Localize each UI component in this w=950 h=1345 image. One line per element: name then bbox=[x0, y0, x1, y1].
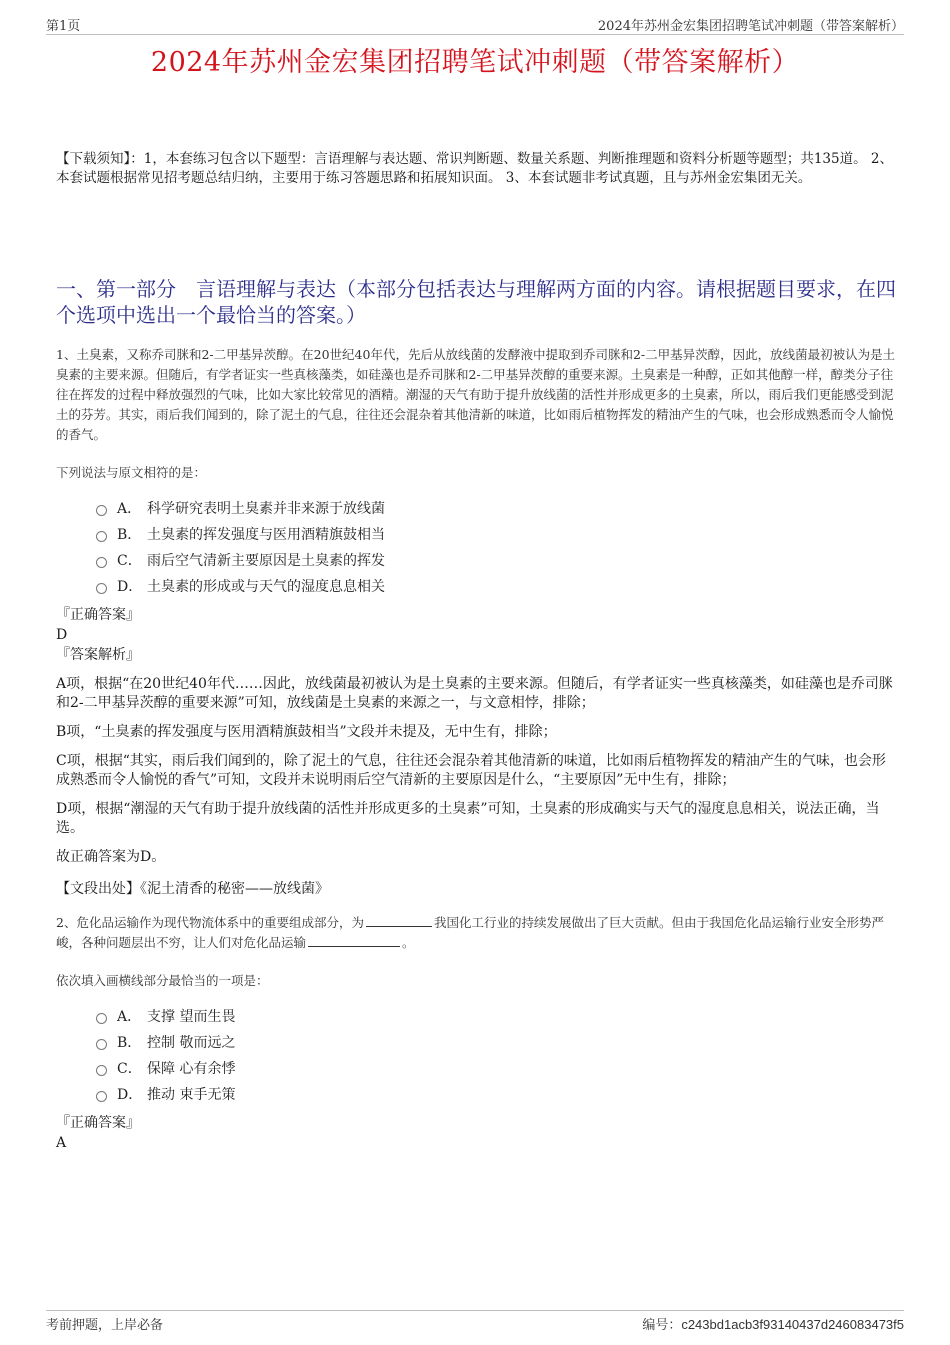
correct-answer-value: A bbox=[56, 1135, 67, 1151]
question-1-option-b[interactable] bbox=[96, 521, 898, 547]
footer-code-value: c243bd1acb3f93140437d246083473f5 bbox=[681, 1317, 904, 1332]
analysis-label: 『答案解析』 bbox=[56, 647, 140, 663]
question-2-text-part2: 我国化工行业的持续发展做出了巨大贡献。但由于我国危化品运输行业安全形势严峻，各种问题层出不穷，让人们对危化品运输 bbox=[56, 915, 884, 950]
footer-code bbox=[642, 1314, 904, 1333]
option-text: 支撑 望而生畏 bbox=[147, 1009, 236, 1025]
footer-code-label: 编号： bbox=[642, 1318, 682, 1333]
option-letter: A． bbox=[117, 1009, 142, 1025]
radio-icon[interactable] bbox=[96, 1091, 107, 1102]
question-1-options bbox=[96, 495, 898, 599]
option-text: 推动 束手无策 bbox=[147, 1087, 236, 1103]
analysis-paragraph-b: B项，“土臭素的挥发强度与医用酒精旗鼓相当”文段并未提及，无中生有，排除； bbox=[56, 724, 557, 740]
option-letter: B． bbox=[117, 1035, 142, 1051]
correct-answer-value: D bbox=[56, 627, 68, 643]
question-2-text-part1: 2、危化品运输作为现代物流体系中的重要组成部分，为 bbox=[56, 915, 364, 930]
option-text: 控制 敬而远之 bbox=[147, 1035, 236, 1051]
analysis-paragraph-d: D项，根据“潮湿的天气有助于提升放线菌的活性并形成更多的土臭素”可知，土臭素的形成确实与天气的湿度息息相关，说法正确，当选。 bbox=[56, 801, 880, 836]
passage-source: 【文段出处】《泥土清香的秘密——放线菌》 bbox=[56, 881, 329, 897]
analysis-paragraph-c: C项，根据“其实，雨后我们闻到的，除了泥土的气息，往往还会混杂着其他清新的味道，比如雨后植物挥发的精油产生的气味，也会形成熟悉而令人愉悦的香气”可知，文段并未说明雨后空气清新的主要原因是什么，“主要原因”无中生有，排除； bbox=[56, 753, 886, 788]
correct-answer-label: 『正确答案』 bbox=[56, 1115, 140, 1131]
option-text: 保障 心有余悸 bbox=[147, 1061, 236, 1077]
document-title: 2024年苏州金宏集团招聘笔试冲刺题（带答案解析） bbox=[150, 47, 800, 78]
radio-icon[interactable] bbox=[96, 505, 107, 516]
header-doc-title: 2024年苏州金宏集团招聘笔试冲刺题（带答案解析） bbox=[597, 18, 904, 34]
option-letter: C． bbox=[117, 553, 142, 569]
correct-answer-label: 『正确答案』 bbox=[56, 607, 140, 623]
question-content bbox=[56, 345, 898, 1153]
question-1-text: 1、土臭素，又称乔司脒和2-二甲基异茨醇。在20世纪40年代，先后从放线菌的发酵液中提取到乔司脒和2-二甲基异茨醇，因此，放线菌最初被认为是土臭素的主要来源。但随后，有学者证实一些真核藻类，如硅藻也是乔司脒和2-二甲基异茨醇的重要来源。土臭素是一种醇，正如其他醇一样，醇类分子往往在挥发的过程中释放强烈的气味，比如大家比较常见的酒精。潮湿的天气有助于提升放线菌的活性并形成更多的土臭素，所以，雨后我们更能感受到泥土的芬芳。其实，雨后我们闻到的，除了泥土的气息，往往还会混杂着其他清新的味道，比如雨后植物挥发的精油产生的气味，也会形成熟悉而令人愉悦的香气。 bbox=[56, 347, 896, 442]
question-2-options bbox=[96, 1003, 898, 1107]
radio-icon[interactable] bbox=[96, 1065, 107, 1076]
fill-blank-2 bbox=[308, 934, 400, 947]
page-footer bbox=[46, 1310, 904, 1333]
question-1-option-d[interactable] bbox=[96, 573, 898, 599]
option-text: 科学研究表明土臭素并非来源于放线菌 bbox=[147, 501, 385, 517]
radio-icon[interactable] bbox=[96, 1013, 107, 1024]
option-letter: C． bbox=[117, 1061, 142, 1077]
section-heading: 一、第一部分 言语理解与表达（本部分包括表达与理解两方面的内容。请根据题目要求，在四个选项中选出一个最恰当的答案。） bbox=[56, 277, 896, 327]
fill-blank-1 bbox=[366, 914, 432, 927]
page-number: 第1页 bbox=[46, 18, 81, 34]
question-2-option-c[interactable] bbox=[96, 1055, 898, 1081]
download-notice: 【下载须知】：1，本套练习包含以下题型：言语理解与表达题、常识判断题、数量关系题、判断推理题和资料分析题等题型；共135道。 2、本套试题根据常见招考题总结归纳，主要用于练习答题思路和拓展知识面。 3、本套试题非考试真题，且与苏州金宏集团无关。 bbox=[56, 151, 893, 186]
radio-icon[interactable] bbox=[96, 1039, 107, 1050]
page-header bbox=[46, 14, 904, 35]
footer-slogan: 考前押题，上岸必备 bbox=[46, 1318, 164, 1333]
radio-icon[interactable] bbox=[96, 583, 107, 594]
option-text: 土臭素的挥发强度与医用酒精旗鼓相当 bbox=[147, 527, 385, 543]
question-1-option-a[interactable] bbox=[96, 495, 898, 521]
option-letter: D． bbox=[117, 1087, 143, 1103]
analysis-conclusion: 故正确答案为D。 bbox=[56, 849, 166, 865]
option-letter: B． bbox=[117, 527, 142, 543]
question-2-option-a[interactable] bbox=[96, 1003, 898, 1029]
option-letter: A． bbox=[117, 501, 142, 517]
question-1-prompt: 下列说法与原文相符的是： bbox=[56, 465, 207, 480]
radio-icon[interactable] bbox=[96, 557, 107, 568]
question-2-text-part3: 。 bbox=[402, 935, 415, 950]
option-letter: D． bbox=[117, 579, 143, 595]
question-2-option-b[interactable] bbox=[96, 1029, 898, 1055]
radio-icon[interactable] bbox=[96, 531, 107, 542]
analysis-paragraph-a: A项，根据“在20世纪40年代……因此，放线菌最初被认为是土臭素的主要来源。但随后，有学者证实一些真核藻类，如硅藻也是乔司脒和2-二甲基异茨醇的重要来源”可知，放线菌是土臭素的来源之一，与文意相悖，排除； bbox=[56, 676, 893, 711]
question-1-option-c[interactable] bbox=[96, 547, 898, 573]
option-text: 土臭素的形成或与天气的湿度息息相关 bbox=[147, 579, 385, 595]
question-2-prompt: 依次填入画横线部分最恰当的一项是： bbox=[56, 973, 269, 988]
question-2-option-d[interactable] bbox=[96, 1081, 898, 1107]
question-2-text bbox=[56, 913, 898, 953]
option-text: 雨后空气清新主要原因是土臭素的挥发 bbox=[147, 553, 385, 569]
